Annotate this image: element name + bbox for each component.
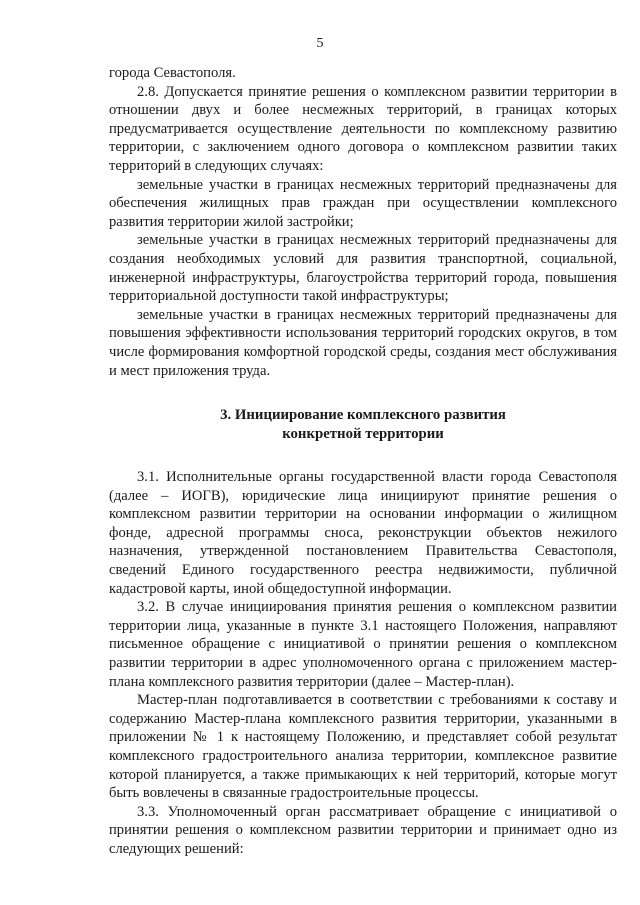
paragraph-3-2: 3.2. В случае инициирования принятия решения о комплексном развитии территории лица, указанные в пункте 3.1 настоящего Положения, направляют письменное обращение с инициативой о принятии решения о комплексном развитии территории в адрес уполномоченного органа с приложением мастер-плана комплексного развития территории (далее – Мастер-план). <box>109 599 617 690</box>
section-heading-line-1: 3. Инициирование комплексного развития <box>220 407 506 424</box>
section-heading-line-2: конкретной территории <box>282 426 444 443</box>
page-number: 5 <box>316 36 324 51</box>
paragraph-3-3: 3.3. Уполномоченный орган рассматривает обращение с инициативой о принятии решения о комплексном развитии территории и принимает одно из следующих решений: <box>109 803 617 857</box>
paragraph-3-1: 3.1. Исполнительные органы государственной власти города Севастополя (далее – ИОГВ), юридические лица инициируют принятие решения о комплексном развитии территории на основании информации о жилищном фонде, адресной программы сноса, реконструкции объектов нежилого назначения, утвержденной постановлением Правительства Севастополя, сведений Единого государственного реестра недвижимости, публичной кадастровой карты, иной общедоступной информации. <box>109 469 617 597</box>
document-body <box>109 64 617 859</box>
section-heading <box>109 406 617 444</box>
paragraph-2-8: 2.8. Допускается принятие решения о комплексном развитии территории в отношении двух и более несмежных территорий, в границах которых предусматривается осуществление деятельности по комплексному развитию территории, с заключением одного договора о комплексном развитии таких территорий в следующих случаях: <box>109 83 617 174</box>
list-item-infrastructure: земельные участки в границах несмежных территорий предназначены для создания необходимых условий для развития транспортной, социальной, инженерной инфраструктуры, благоустройства территорий города, повышения территориальной доступности такой инфраструктуры; <box>109 232 617 305</box>
list-item-housing: земельные участки в границах несмежных территорий предназначены для обеспечения жилищных прав граждан при осуществлении комплексного развития территории жилой застройки; <box>109 176 617 230</box>
list-item-efficiency: земельные участки в границах несмежных территорий предназначены для повышения эффективности использования территорий городских округов, в том числе формирования комфортной городской среды, создания мест обслуживания и мест приложения труда. <box>109 306 617 379</box>
paragraph-master-plan: Мастер-план подготавливается в соответствии с требованиями к составу и содержанию Мастер-плана комплексного развития территории, указанными в приложении № 1 к настоящему Положению, и представляет собой результат комплексного градостроительного анализа территории, комплексное развитие которой планируется, а также примыкающих к ней территорий, которые могут быть вовлечены в связанные градостроительные процессы. <box>109 692 617 802</box>
paragraph-continuation: города Севастополя. <box>109 65 236 81</box>
